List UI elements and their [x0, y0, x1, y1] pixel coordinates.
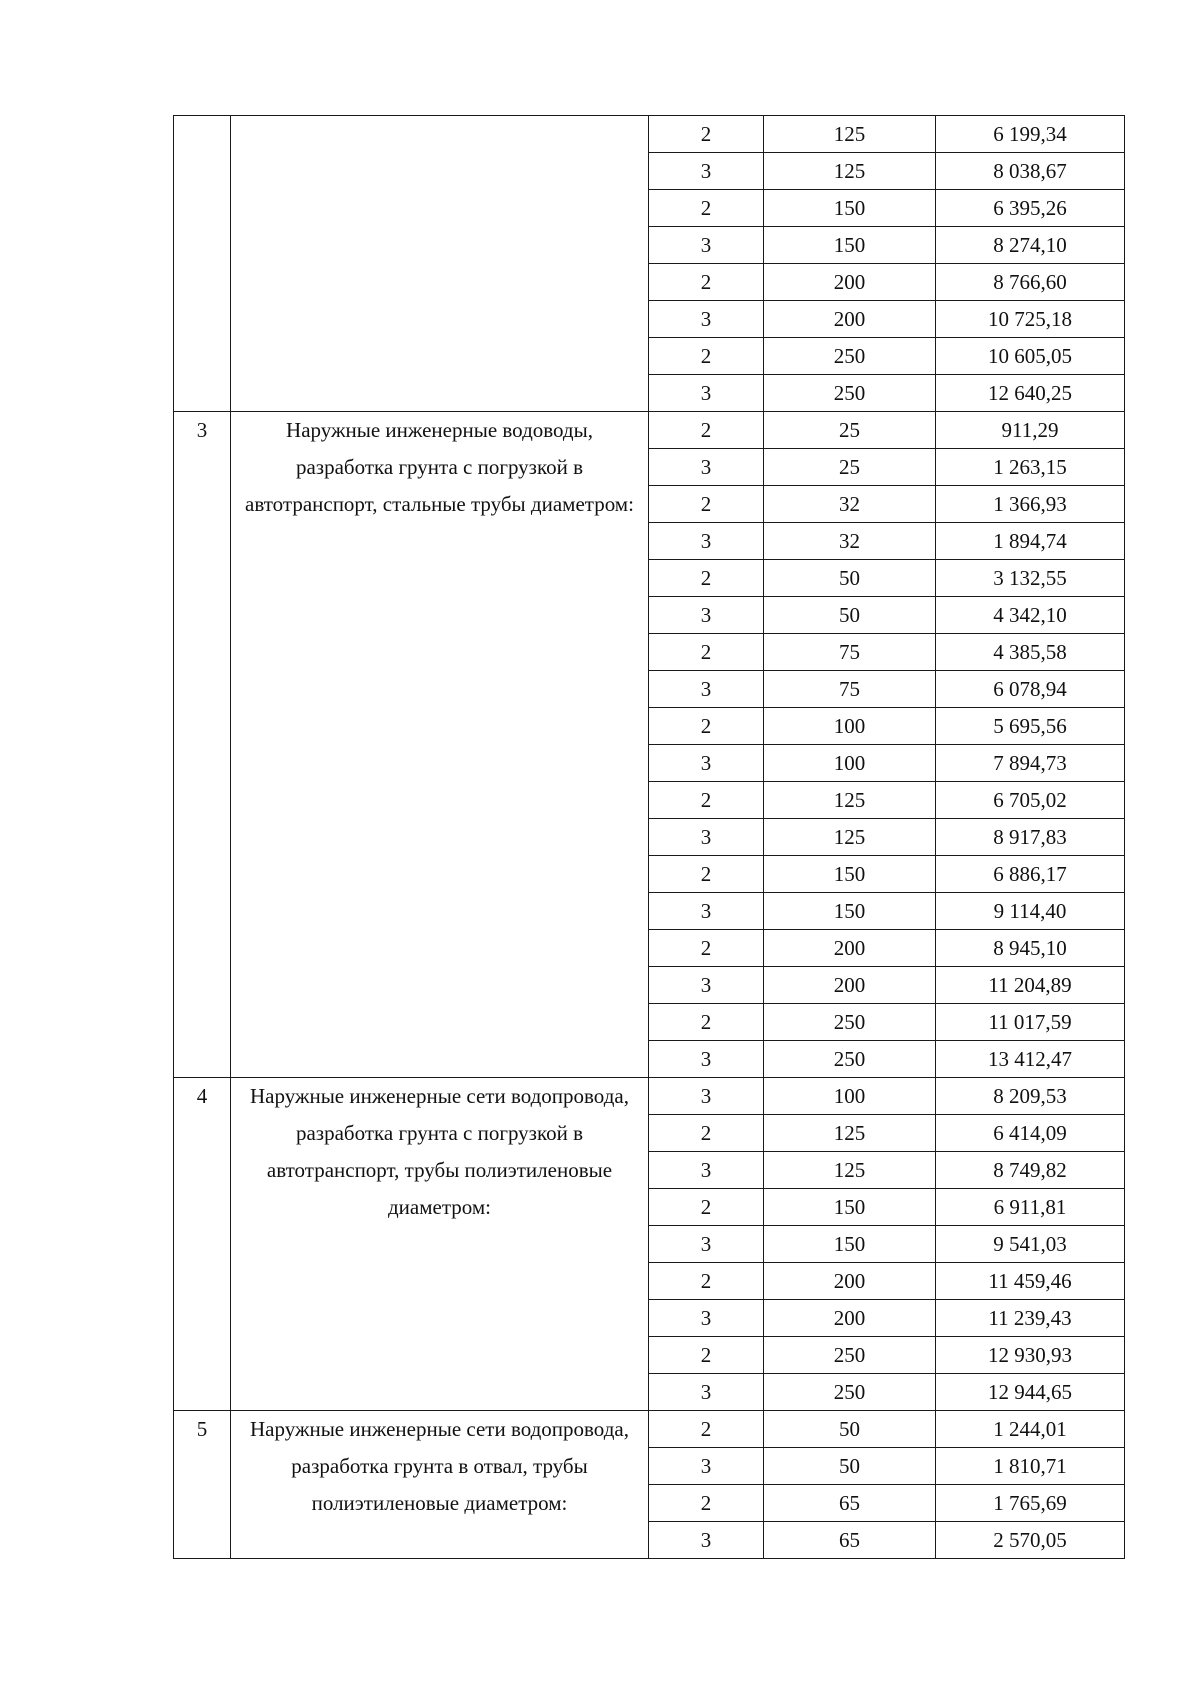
pipe-diameter-cell: 200	[764, 930, 936, 967]
soil-category-cell: 3	[649, 227, 764, 264]
price-cell: 10 605,05	[936, 338, 1125, 375]
pipe-diameter-cell: 125	[764, 782, 936, 819]
pipe-diameter-cell: 250	[764, 1337, 936, 1374]
price-cell: 11 204,89	[936, 967, 1125, 1004]
soil-category-cell: 3	[649, 375, 764, 412]
price-cell: 9 541,03	[936, 1226, 1125, 1263]
item-description-cell: Наружные инженерные сети водопровода, разработка грунта с погрузкой в автотранспорт, трубы полиэтиленовые диаметром:	[231, 1078, 649, 1411]
pipe-diameter-cell: 50	[764, 1411, 936, 1448]
soil-category-cell: 3	[649, 745, 764, 782]
item-number-cell: 3	[174, 412, 231, 1078]
price-cell: 1 765,69	[936, 1485, 1125, 1522]
price-table	[173, 115, 1125, 1559]
pipe-diameter-cell: 125	[764, 1152, 936, 1189]
price-cell: 12 640,25	[936, 375, 1125, 412]
soil-category-cell: 2	[649, 782, 764, 819]
pipe-diameter-cell: 125	[764, 1115, 936, 1152]
pipe-diameter-cell: 150	[764, 856, 936, 893]
soil-category-cell: 3	[649, 523, 764, 560]
price-cell: 6 078,94	[936, 671, 1125, 708]
pipe-diameter-cell: 200	[764, 1300, 936, 1337]
price-cell: 8 917,83	[936, 819, 1125, 856]
price-cell: 2 570,05	[936, 1522, 1125, 1559]
pipe-diameter-cell: 125	[764, 116, 936, 153]
soil-category-cell: 3	[649, 597, 764, 634]
soil-category-cell: 3	[649, 1152, 764, 1189]
pipe-diameter-cell: 75	[764, 634, 936, 671]
pipe-diameter-cell: 100	[764, 745, 936, 782]
price-cell: 11 017,59	[936, 1004, 1125, 1041]
soil-category-cell: 3	[649, 1078, 764, 1115]
soil-category-cell: 2	[649, 190, 764, 227]
soil-category-cell: 2	[649, 1004, 764, 1041]
price-cell: 6 199,34	[936, 116, 1125, 153]
price-cell: 6 414,09	[936, 1115, 1125, 1152]
soil-category-cell: 3	[649, 1448, 764, 1485]
price-cell: 1 810,71	[936, 1448, 1125, 1485]
pipe-diameter-cell: 75	[764, 671, 936, 708]
price-cell: 8 038,67	[936, 153, 1125, 190]
pipe-diameter-cell: 25	[764, 449, 936, 486]
price-cell: 4 385,58	[936, 634, 1125, 671]
pipe-diameter-cell: 125	[764, 153, 936, 190]
pipe-diameter-cell: 250	[764, 1374, 936, 1411]
soil-category-cell: 2	[649, 1115, 764, 1152]
table-row	[174, 1411, 1125, 1448]
price-cell: 11 459,46	[936, 1263, 1125, 1300]
soil-category-cell: 2	[649, 1263, 764, 1300]
price-cell: 5 695,56	[936, 708, 1125, 745]
price-cell: 12 930,93	[936, 1337, 1125, 1374]
price-cell: 911,29	[936, 412, 1125, 449]
price-cell: 4 342,10	[936, 597, 1125, 634]
soil-category-cell: 2	[649, 1189, 764, 1226]
pipe-diameter-cell: 125	[764, 819, 936, 856]
price-cell: 9 114,40	[936, 893, 1125, 930]
item-number-cell: 4	[174, 1078, 231, 1411]
price-cell: 12 944,65	[936, 1374, 1125, 1411]
pipe-diameter-cell: 65	[764, 1522, 936, 1559]
item-description-cell	[231, 116, 649, 412]
pipe-diameter-cell: 250	[764, 375, 936, 412]
price-cell: 6 705,02	[936, 782, 1125, 819]
pipe-diameter-cell: 200	[764, 301, 936, 338]
table-row	[174, 116, 1125, 153]
price-cell: 1 263,15	[936, 449, 1125, 486]
soil-category-cell: 3	[649, 301, 764, 338]
price-cell: 8 209,53	[936, 1078, 1125, 1115]
price-cell: 10 725,18	[936, 301, 1125, 338]
price-cell: 7 894,73	[936, 745, 1125, 782]
soil-category-cell: 2	[649, 338, 764, 375]
soil-category-cell: 3	[649, 671, 764, 708]
price-cell: 1 894,74	[936, 523, 1125, 560]
soil-category-cell: 3	[649, 1226, 764, 1263]
soil-category-cell: 3	[649, 1300, 764, 1337]
pipe-diameter-cell: 100	[764, 1078, 936, 1115]
soil-category-cell: 2	[649, 560, 764, 597]
item-description-cell: Наружные инженерные сети водопровода, разработка грунта в отвал, трубы полиэтиленовые диаметром:	[231, 1411, 649, 1559]
item-description-cell: Наружные инженерные водоводы, разработка грунта с погрузкой в автотранспорт, стальные трубы диаметром:	[231, 412, 649, 1078]
price-cell: 6 395,26	[936, 190, 1125, 227]
soil-category-cell: 3	[649, 967, 764, 1004]
pipe-diameter-cell: 200	[764, 264, 936, 301]
item-number-cell: 5	[174, 1411, 231, 1559]
pipe-diameter-cell: 250	[764, 1004, 936, 1041]
pipe-diameter-cell: 150	[764, 893, 936, 930]
table-row	[174, 412, 1125, 449]
price-cell: 8 945,10	[936, 930, 1125, 967]
price-cell: 3 132,55	[936, 560, 1125, 597]
soil-category-cell: 3	[649, 1522, 764, 1559]
soil-category-cell: 3	[649, 1374, 764, 1411]
price-cell: 1 244,01	[936, 1411, 1125, 1448]
table-row	[174, 1078, 1125, 1115]
price-cell: 8 274,10	[936, 227, 1125, 264]
pipe-diameter-cell: 50	[764, 560, 936, 597]
pipe-diameter-cell: 150	[764, 227, 936, 264]
soil-category-cell: 2	[649, 708, 764, 745]
pipe-diameter-cell: 100	[764, 708, 936, 745]
price-cell: 13 412,47	[936, 1041, 1125, 1078]
soil-category-cell: 2	[649, 1337, 764, 1374]
price-cell: 1 366,93	[936, 486, 1125, 523]
soil-category-cell: 2	[649, 116, 764, 153]
price-cell: 8 749,82	[936, 1152, 1125, 1189]
pipe-diameter-cell: 50	[764, 597, 936, 634]
soil-category-cell: 2	[649, 264, 764, 301]
pipe-diameter-cell: 200	[764, 967, 936, 1004]
soil-category-cell: 3	[649, 819, 764, 856]
soil-category-cell: 2	[649, 486, 764, 523]
soil-category-cell: 2	[649, 856, 764, 893]
pipe-diameter-cell: 25	[764, 412, 936, 449]
price-cell: 8 766,60	[936, 264, 1125, 301]
soil-category-cell: 2	[649, 1485, 764, 1522]
pipe-diameter-cell: 200	[764, 1263, 936, 1300]
soil-category-cell: 2	[649, 412, 764, 449]
price-cell: 6 886,17	[936, 856, 1125, 893]
pipe-diameter-cell: 150	[764, 1226, 936, 1263]
pipe-diameter-cell: 32	[764, 486, 936, 523]
soil-category-cell: 3	[649, 153, 764, 190]
price-cell: 6 911,81	[936, 1189, 1125, 1226]
item-number-cell	[174, 116, 231, 412]
pipe-diameter-cell: 250	[764, 338, 936, 375]
price-cell: 11 239,43	[936, 1300, 1125, 1337]
soil-category-cell: 2	[649, 634, 764, 671]
pipe-diameter-cell: 65	[764, 1485, 936, 1522]
price-table-body	[174, 116, 1125, 1559]
soil-category-cell: 3	[649, 1041, 764, 1078]
pipe-diameter-cell: 32	[764, 523, 936, 560]
soil-category-cell: 2	[649, 1411, 764, 1448]
document-page	[173, 115, 1125, 1559]
pipe-diameter-cell: 250	[764, 1041, 936, 1078]
soil-category-cell: 2	[649, 930, 764, 967]
soil-category-cell: 3	[649, 893, 764, 930]
pipe-diameter-cell: 50	[764, 1448, 936, 1485]
pipe-diameter-cell: 150	[764, 1189, 936, 1226]
pipe-diameter-cell: 150	[764, 190, 936, 227]
soil-category-cell: 3	[649, 449, 764, 486]
